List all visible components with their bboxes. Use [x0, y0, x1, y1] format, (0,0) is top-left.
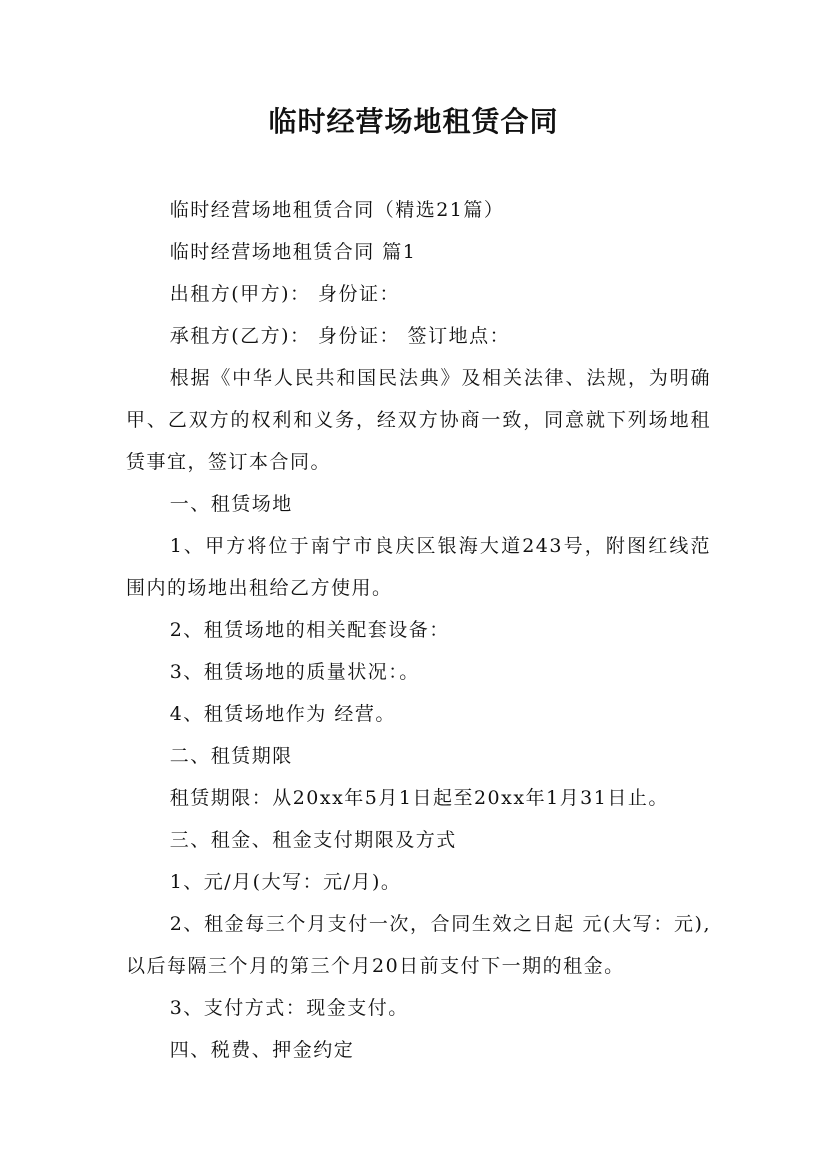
- paragraph-subtitle: 临时经营场地租赁合同（精选21篇）: [169, 199, 505, 221]
- paragraph-clause-3-2: 2、租金每三个月支付一次，合同生效之日起 元(大写：元),以后每隔三个月的第三个月20日前支付下一期的租金。: [126, 913, 711, 977]
- paragraph-lease-term: 租赁期限：从20xx年5月1日起至20xx年1月31日止。: [169, 787, 669, 809]
- paragraph-clause-1-1: 1、甲方将位于南宁市良庆区银海大道243号，附图红线范围内的场地出租给乙方使用。: [126, 535, 711, 599]
- paragraph-clause-3-3: 3、支付方式：现金支付。: [169, 997, 409, 1019]
- paragraph-lessor: 出租方(甲方)： 身份证：: [169, 283, 401, 305]
- paragraph-clause-1-4: 4、租赁场地作为 经营。: [169, 703, 396, 725]
- paragraph-lessee: 承租方(乙方)： 身份证： 签订地点：: [169, 325, 511, 347]
- document-body: [126, 189, 711, 1071]
- paragraph-clause-3-1: 1、元/月(大写：元/月)。: [169, 871, 402, 893]
- paragraph-section-heading: 临时经营场地租赁合同 篇1: [169, 241, 417, 263]
- paragraph-clause-1-3: 3、租赁场地的质量状况：。: [169, 661, 420, 683]
- paragraph-preamble: 根据《中华人民共和国民法典》及相关法律、法规，为明确甲、乙双方的权利和义务，经双方协商一致，同意就下列场地租赁事宜，签订本合同。: [126, 367, 711, 473]
- document-title: 临时经营场地租赁合同: [268, 105, 559, 138]
- paragraph-heading-2: 二、租赁期限: [169, 745, 293, 767]
- paragraph-heading-3: 三、租金、租金支付期限及方式: [169, 829, 457, 851]
- paragraph-heading-4: 四、税费、押金约定: [169, 1039, 355, 1061]
- paragraph-clause-1-2: 2、租赁场地的相关配套设备：: [169, 619, 450, 641]
- paragraph-heading-1: 一、租赁场地: [169, 493, 293, 515]
